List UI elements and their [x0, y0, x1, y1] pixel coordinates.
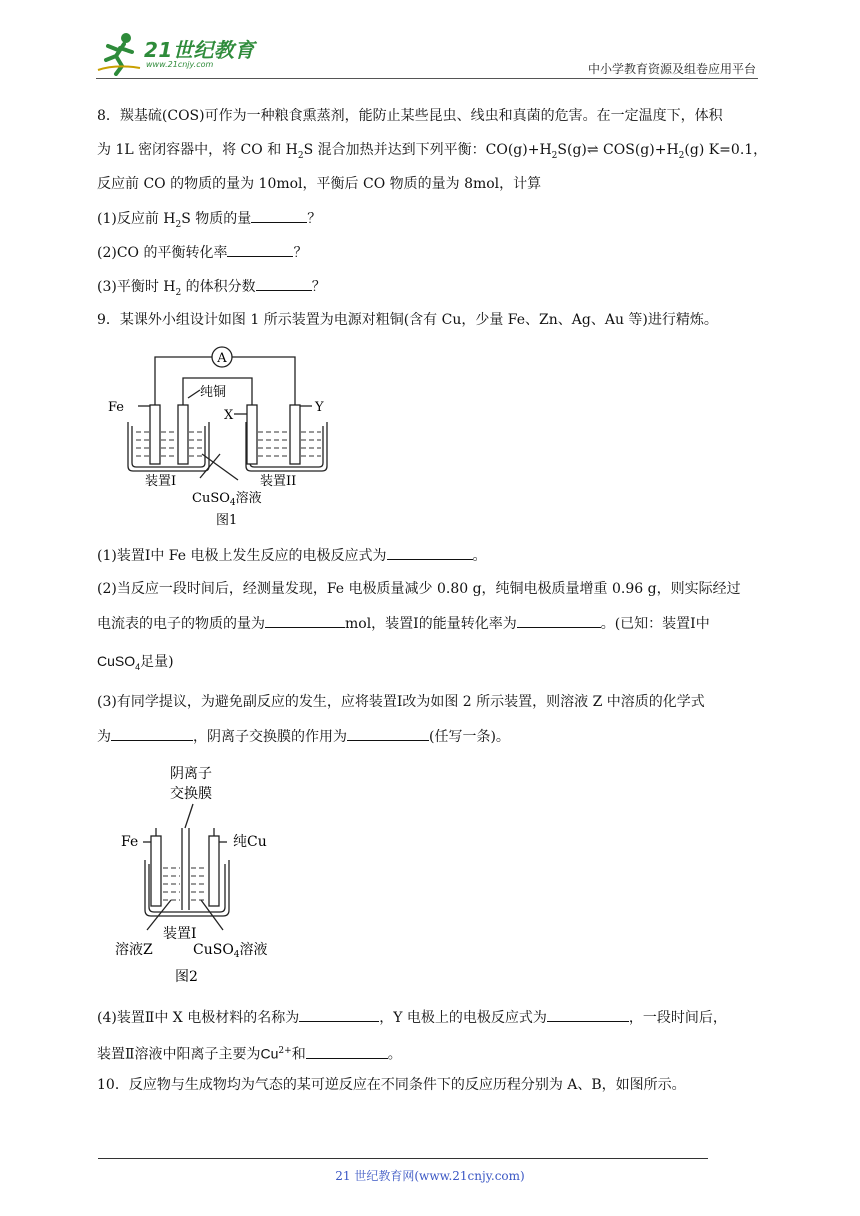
logo-url: www.21cnjy.com [146, 60, 214, 69]
q8-sub1: (1)反应前 $H_2S$ 物质的量 ？ [97, 208, 321, 235]
answer-blank[interactable] [299, 1007, 379, 1022]
answer-blank[interactable] [347, 726, 429, 741]
answer-blank[interactable] [387, 545, 473, 560]
q9-sub3-line2: 为 ，阴离子交换膜的作用为 (任写一条)。 [97, 726, 510, 747]
fig2-cuso4-label: CuSO$_4$溶液 [193, 942, 268, 960]
fig2-pure-copper-label: 纯Cu [233, 834, 267, 850]
solution-z-label: 溶液Z [115, 942, 153, 958]
q8-sub3: (3)平衡时 $H_2$ 的体积分数 ？ [97, 276, 326, 303]
q8-line3: 反应前 CO 的物质的量为 10mol，平衡后 CO 物质的量为 8mol，计算 [97, 176, 542, 192]
runner-logo-icon [96, 30, 144, 76]
pure-copper-label: 纯铜 [200, 385, 227, 400]
fig2-device-label: 装置I [163, 926, 197, 942]
page-header [96, 30, 756, 80]
q9-intro: 9．某课外小组设计如图 1 所示装置为电源对粗铜(含有 Cu，少量 Fe、Zn、Ag、Au 等)进行精炼。 [97, 312, 718, 328]
figure-1-electrolysis-diagram [100, 342, 340, 532]
answer-blank[interactable] [547, 1007, 629, 1022]
figure-2-caption: 图2 [175, 969, 198, 985]
q9-sub4-line1: (4)装置Ⅱ中 X 电极材料的名称为 ，Y 电极上的电极反应式为 ，一段时间后， [97, 1007, 727, 1028]
answer-blank[interactable] [251, 208, 307, 223]
device-1-label: 装置I [145, 474, 177, 489]
cuso4-solution-label: CuSO$_4$溶液 [192, 491, 262, 508]
logo-text: 21世纪教育 [144, 38, 255, 62]
q8-sub2: (2)CO 的平衡转化率 ？ [97, 242, 307, 263]
footer-link[interactable]: 21 世纪教育网(www.21cnjy.com) [335, 1169, 525, 1183]
fe-electrode-label: Fe [108, 400, 125, 415]
membrane-label-1: 阴离子 [170, 766, 212, 782]
device-2-label: 装置II [260, 474, 297, 489]
q9-sub1: (1)装置Ⅰ中 Fe 电极上发生反应的电极反应式为 。 [97, 545, 487, 566]
answer-blank[interactable] [111, 726, 193, 741]
q9-sub2-line1: (2)当反应一段时间后，经测量发现，Fe 电极质量减少 0.80 g，纯铜电极质量增重 0.96 g，则实际经过 [97, 581, 741, 597]
x-electrode-label: X [224, 408, 234, 423]
answer-blank[interactable] [306, 1044, 388, 1059]
q9-sub4-line2: 装置Ⅱ溶液中阳离子主要为$Cu^{2+}$和 。 [97, 1045, 402, 1063]
site-logo [96, 30, 256, 76]
answer-blank[interactable] [265, 613, 345, 628]
answer-blank[interactable] [256, 276, 312, 291]
q9-sub2-line2: 电流表的电子的物质的量为 mol，装置Ⅰ的能量转化率为 。(已知：装置Ⅰ中 [97, 613, 710, 634]
ammeter-label: A [217, 351, 227, 366]
header-divider [96, 78, 758, 79]
answer-blank[interactable] [227, 242, 293, 257]
figure-1-caption: 图1 [216, 513, 238, 528]
q9-sub2-line3: CuSO$_4$足量) [97, 653, 174, 672]
q9-sub3-line1: (3)有同学提议，为避免副反应的发生，应将装置Ⅰ改为如图 2 所示装置，则溶液 Z 中溶质的化学式 [97, 694, 705, 710]
q10-line: 10．反应物与生成物均为气态的某可逆反应在不同条件下的反应历程分别为 A、B，如图所示。 [97, 1077, 686, 1093]
y-electrode-label: Y [315, 400, 324, 415]
q8-line2: 为 1L 密闭容器中，将 CO 和 $H_2S$ 混合加热并达到下列平衡：$CO(g)+H_2S(g)\rightleftharpoons$ $COS(g)+H_2(g)$ K=0.1， [97, 142, 768, 161]
header-platform-text: 中小学教育资源及组卷应用平台 [587, 62, 756, 76]
fig2-fe-label: Fe [121, 834, 139, 850]
membrane-label-2: 交换膜 [170, 786, 212, 802]
figure-2-membrane-diagram [115, 760, 295, 990]
q8-line1: 8．羰基硫(COS)可作为一种粮食熏蒸剂，能防止某些昆虫、线虫和真菌的危害。在一定温度下，体积 [97, 108, 723, 124]
footer-divider [98, 1158, 708, 1159]
answer-blank[interactable] [517, 613, 601, 628]
